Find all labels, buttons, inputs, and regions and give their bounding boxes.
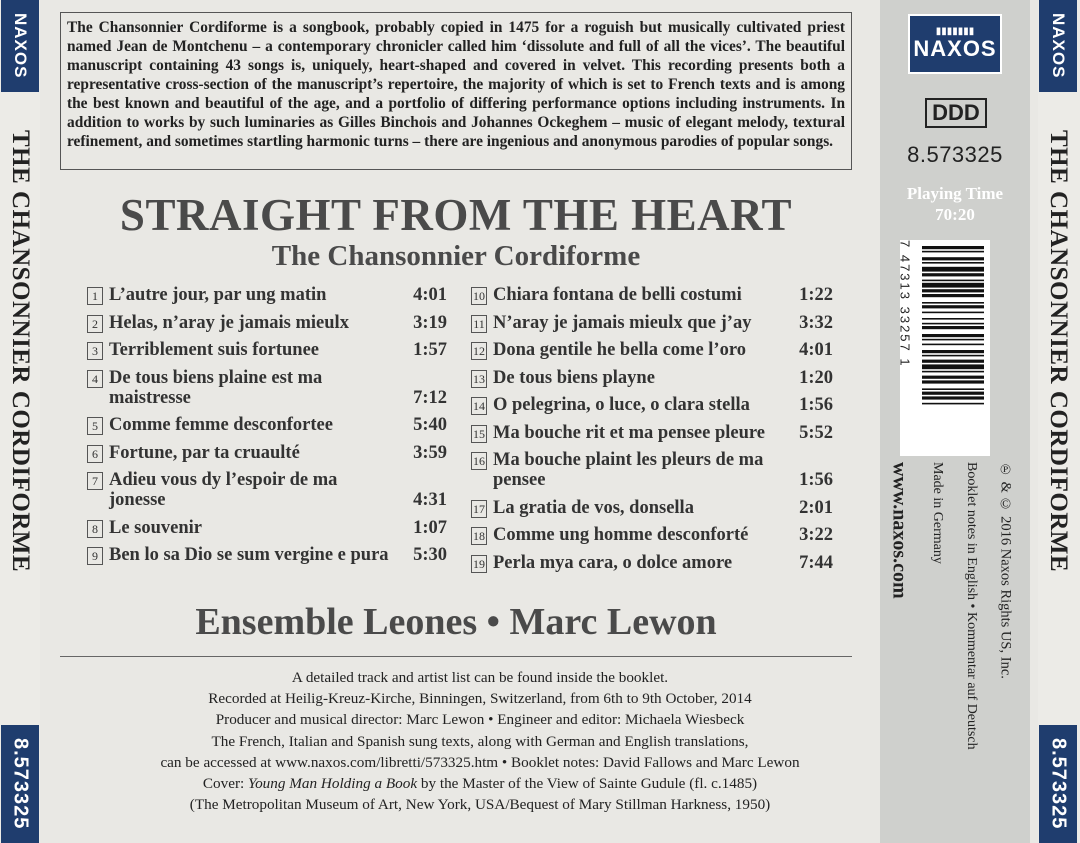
track-row [471,423,833,443]
track-number: 9 [87,547,103,565]
track-title: O pelegrina, o luce, o clara stella [493,395,750,415]
spine-logo-top [1039,0,1077,92]
credits [60,667,900,815]
track-title: Terriblement suis fortunee [109,340,319,360]
playing-time-label: Playing Time [906,184,1004,203]
spine-catalog-box [1039,725,1077,843]
track-time: 4:01 [413,285,447,305]
credits-line: A detailed track and artist list can be found inside the booklet. [291,669,669,686]
website: www.naxos.com [888,462,911,599]
track-time: 5:40 [413,415,447,435]
track-row [87,340,447,360]
catalog-number: 8.573325 [907,142,1003,167]
track-time: 5:52 [799,422,833,443]
spine-title-area [0,130,40,590]
track-title: La gratia de vos, donsella [493,497,694,518]
track-number: 5 [87,417,103,435]
booklet-notes-area [956,462,986,842]
track-row [471,313,833,333]
track-number: 6 [87,445,103,463]
album-subtitle: The Chansonnier Cordiforme [271,240,641,272]
album-description: The Chansonnier Cordiforme is a songbook, probably copied in 1475 for a roguish but musically cultivated priest named Jean de Montchenu – a contemporary chronicler called him ‘dissolute and full of all the vices’. The beautiful manuscript containing 43 songs is, uniquely, heart-shaped and covered in velvet. This recording presents both a representative cross-section of the manuscript’s repertoire, the majority of which is set to French texts and is among the best known and beautiful of the age, and a portfolio of differing performance options including instruments. In addition to works by such luminaries as Gilles Binchois and Johannes Ockeghem – music of elegant melody, textural refinement, and sometimes startling harmonic turns – there are ingenious and anonymous parodies of popular songs. [60,12,852,170]
track-time: 3:59 [413,442,447,463]
credits-line: Producer and musical director: Marc Lewon • Engineer and editor: Michaela Wiesbeck [215,711,745,729]
track-row [87,470,447,510]
track-title: L’autre jour, par ung matin [109,285,327,305]
track-title: Le souvenir [109,517,203,538]
track-row [87,545,447,565]
track-row [87,443,447,463]
track-time: 3:22 [799,525,833,545]
track-time: 7:12 [413,387,447,408]
spine-catalog-box [1,725,39,843]
track-row [471,525,833,545]
track-title: Chiara fontana de belli costumi [493,285,742,305]
track-number: 12 [473,344,485,358]
tracklist-left [87,285,447,573]
track-number: 3 [87,342,103,360]
track-title: Perla mya cara, o dolce amore [493,552,733,573]
cover-title: Young Man Holding a Book [248,775,418,793]
right-spine [1038,0,1080,843]
spine-label: NAXOS [11,13,30,79]
track-row [87,368,447,408]
track-time: 4:01 [799,340,833,360]
track-row [471,450,833,490]
credits-line: Recorded at Heilig-Kreuz-Kirche, Binningen, Switzerland, from 6th to 9th October, 2014 [208,690,752,708]
track-row [87,313,447,333]
track-number: 14 [473,399,485,413]
track-title: Ma bouche rit et ma pensee pleure [493,422,765,443]
track-row [471,553,833,573]
track-title: Ma bouche plaint les pleurs de ma pensee [493,450,764,490]
track-number: 15 [473,426,485,441]
credits-line: (The Metropolitan Museum of Art, New York, USA/Bequest of Mary Stillman Harkness, 1950) [189,796,771,814]
track-number: 11 [471,315,487,333]
album-title: STRAIGHT FROM THE HEART [119,190,793,240]
copyright-area [990,462,1020,782]
credits-line: can be accessed at www.naxos.com/libretti/573325.htm • Booklet notes: David Fallows and Marc Lewon [160,753,800,771]
barcode-digits: 7 47313 33257 1 [897,240,913,368]
playing-time-value: 70:20 [935,205,975,224]
naxos-logo [908,14,1002,74]
credits-line: The French, Italian and Spanish sung texts, along with German and English translations, [211,732,749,750]
track-title: Adieu vous dy l’espoir de ma jonesse [109,470,338,510]
tracklist-right [471,285,833,580]
columns-icon: ▮▮▮▮▮▮▮ [935,26,975,37]
track-time: 3:19 [413,312,447,333]
track-row [471,498,833,518]
track-row [471,368,833,388]
track-title: Ben lo sa Dio se sum vergine e pura [109,545,389,565]
track-time: 5:30 [413,545,447,565]
track-title: Dona gentile he bella come l’oro [493,340,746,360]
track-time: 2:01 [799,497,833,518]
track-row [471,395,833,415]
track-number: 8 [87,520,103,538]
spine-title: THE CHANSONNIER CORDIFORME [7,130,34,573]
track-number: 4 [87,370,103,388]
spine-logo-top [1,0,39,92]
track-title: Helas, n’aray je jamais mieulx [109,312,349,333]
track-row [471,285,833,305]
track-title: Fortune, par ta cruaulté [109,442,300,463]
left-spine [0,0,40,843]
spine-catalog: 8.573325 [9,738,32,830]
track-title: De tous biens plaine est ma maistresse [109,367,323,408]
track-number: 10 [473,289,485,303]
track-time: 4:31 [413,490,447,510]
track-number: 7 [87,472,103,490]
track-time: 1:22 [799,285,833,305]
spine-title-area [1038,130,1078,590]
track-number: 13 [473,371,485,386]
made-in: Made in Germany [930,462,945,564]
track-time: 1:56 [799,395,833,415]
track-time: 7:44 [799,552,833,573]
track-time: 1:56 [799,470,833,490]
cover-rest: by the Master of the View of Sainte Gudule (fl. c.1485) [417,775,758,793]
track-number: 19 [473,556,485,571]
cover-label: Cover: [202,775,249,793]
playing-time [880,183,1030,225]
copyright: ℗ & © 2016 Naxos Rights US, Inc. [997,462,1014,679]
spine-label: NAXOS [1049,13,1068,79]
spine-catalog: 8.573325 [1047,738,1070,830]
track-time: 3:32 [799,312,833,333]
ddd-badge: DDD [925,98,987,128]
barcode-digits-area [895,240,915,456]
track-number: 18 [473,529,485,543]
track-time: 1:57 [413,340,447,360]
track-row [87,415,447,435]
credits-cover-line [60,773,900,794]
track-title: De tous biens playne [493,367,655,388]
booklet-notes: Booklet notes in English • Kommentar auf Deutsch [964,462,979,750]
made-in-area [922,462,952,622]
track-number: 17 [473,501,485,516]
track-title: Comme femme desconfortee [109,415,333,435]
track-number: 1 [87,287,103,305]
track-number: 2 [87,315,103,333]
spine-title: THE CHANSONNIER CORDIFORME [1045,130,1072,573]
track-number: 16 [473,454,485,468]
track-title: Comme ung homme desconforté [493,525,749,545]
track-title: N’aray je jamais mieulx que j’ay [493,312,752,333]
website-area [884,462,914,682]
track-row [87,518,447,538]
track-row [87,285,447,305]
track-time: 1:20 [799,367,833,388]
track-row [471,340,833,360]
divider [60,656,852,657]
performers: Ensemble Leones • Marc Lewon [195,601,717,643]
logo-text: NAXOS [913,36,997,61]
track-time: 1:07 [413,517,447,538]
